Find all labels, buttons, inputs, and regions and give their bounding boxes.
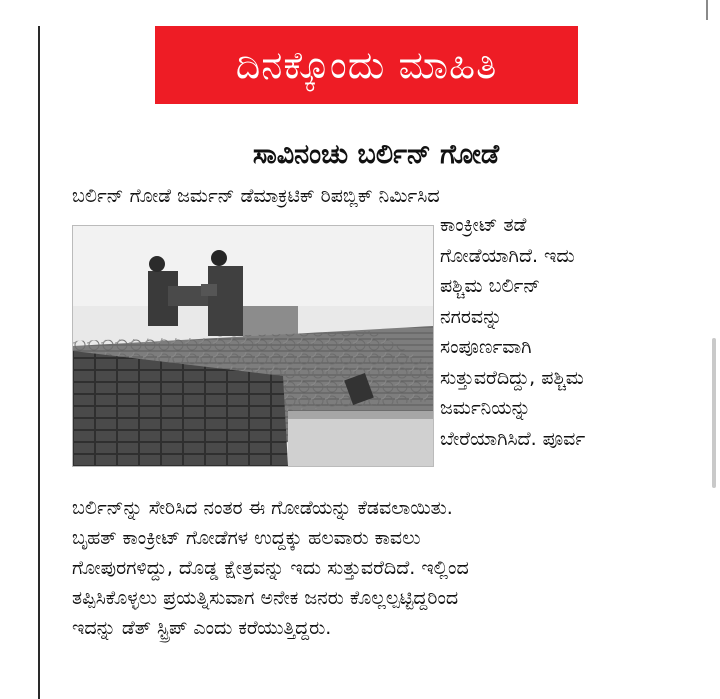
article-headline: ಸಾವಿನಂಚು ಬರ್ಲಿನ್ ಗೋಡೆ xyxy=(252,139,500,170)
wrapped-text-column xyxy=(440,210,690,454)
column-rule xyxy=(38,26,40,699)
wrapped-line: ಪಶ್ಚಿಮ ಬರ್ಲಿನ್ xyxy=(440,275,541,297)
wrapped-line: ನಗರವನ್ನು xyxy=(440,305,503,328)
article-first-line: ಬರ್ಲಿನ್ ಗೋಡೆ ಜರ್ಮನ್ ಡೆಮಾಕ್ರಟಿಕ್ ರಿಪಬ್ಲಿಕ್ ನಿರ್ಮಿಸಿದ xyxy=(72,185,440,207)
wrapped-line: ಸಂಪೂರ್ಣವಾಗಿ xyxy=(440,336,532,358)
wrapped-line: ಬೇರೆಯಾಗಿಸಿದೆ. ಪೂರ್ವ xyxy=(440,427,586,450)
article-body-continued xyxy=(72,493,469,643)
banner-title: ದಿನಕ್ಕೊಂದು ಮಾಹಿತಿ xyxy=(235,43,498,87)
scrollbar-thumb[interactable] xyxy=(712,338,716,488)
wrapped-line: ಸುತ್ತುವರೆದಿದ್ದು, ಪಶ್ಚಿಮ xyxy=(440,366,584,389)
body-line: ತಪ್ಪಿಸಿಕೊಳ್ಳಲು ಪ್ರಯತ್ನಿಸುವಾಗ ಅನೇಕ ಜನರು ಕೊಲ್ಲಲ್ಪಟ್ಟಿದ್ದರಿಂದ xyxy=(72,587,459,609)
body-line: ಬೃಹತ್ ಕಾಂಕ್ರೀಟ್ ಗೋಡೆಗಳ ಉದ್ದಕ್ಕು ಹಲವಾರು ಕಾವಲು xyxy=(72,527,421,549)
berlin-wall-photo xyxy=(72,225,434,467)
body-line: ಬರ್ಲಿನ್‌ನ್ನು ಸೇರಿಸಿದ ನಂತರ ಈ ಗೋಡೆಯನ್ನು ಕೆಡವಲಾಯಿತು. xyxy=(72,497,453,519)
wrapped-line: ಜರ್ಮನಿಯನ್ನು xyxy=(440,397,531,419)
body-line: ಗೋಪುರಗಳಿದ್ದು, ದೊಡ್ಡ ಕ್ಷೇತ್ರವನ್ನು ಇದು ಸುತ್ತುವರೆದಿದೆ. ಇಲ್ಲಿಂದ xyxy=(72,557,469,579)
section-banner xyxy=(155,26,578,104)
body-line: ಇದನ್ನು ಡೆತ್ ಸ್ಟ್ರಿಪ್ ಎಂದು ಕರೆಯುತ್ತಿದ್ದರು. xyxy=(72,617,332,639)
page-edge-rule xyxy=(706,0,708,20)
wrapped-line: ಗೋಡೆಯಾಗಿದೆ. ಇದು xyxy=(440,244,575,267)
wrapped-line: ಕಾಂಕ್ರೀಟ್ ತಡೆ xyxy=(440,214,527,236)
